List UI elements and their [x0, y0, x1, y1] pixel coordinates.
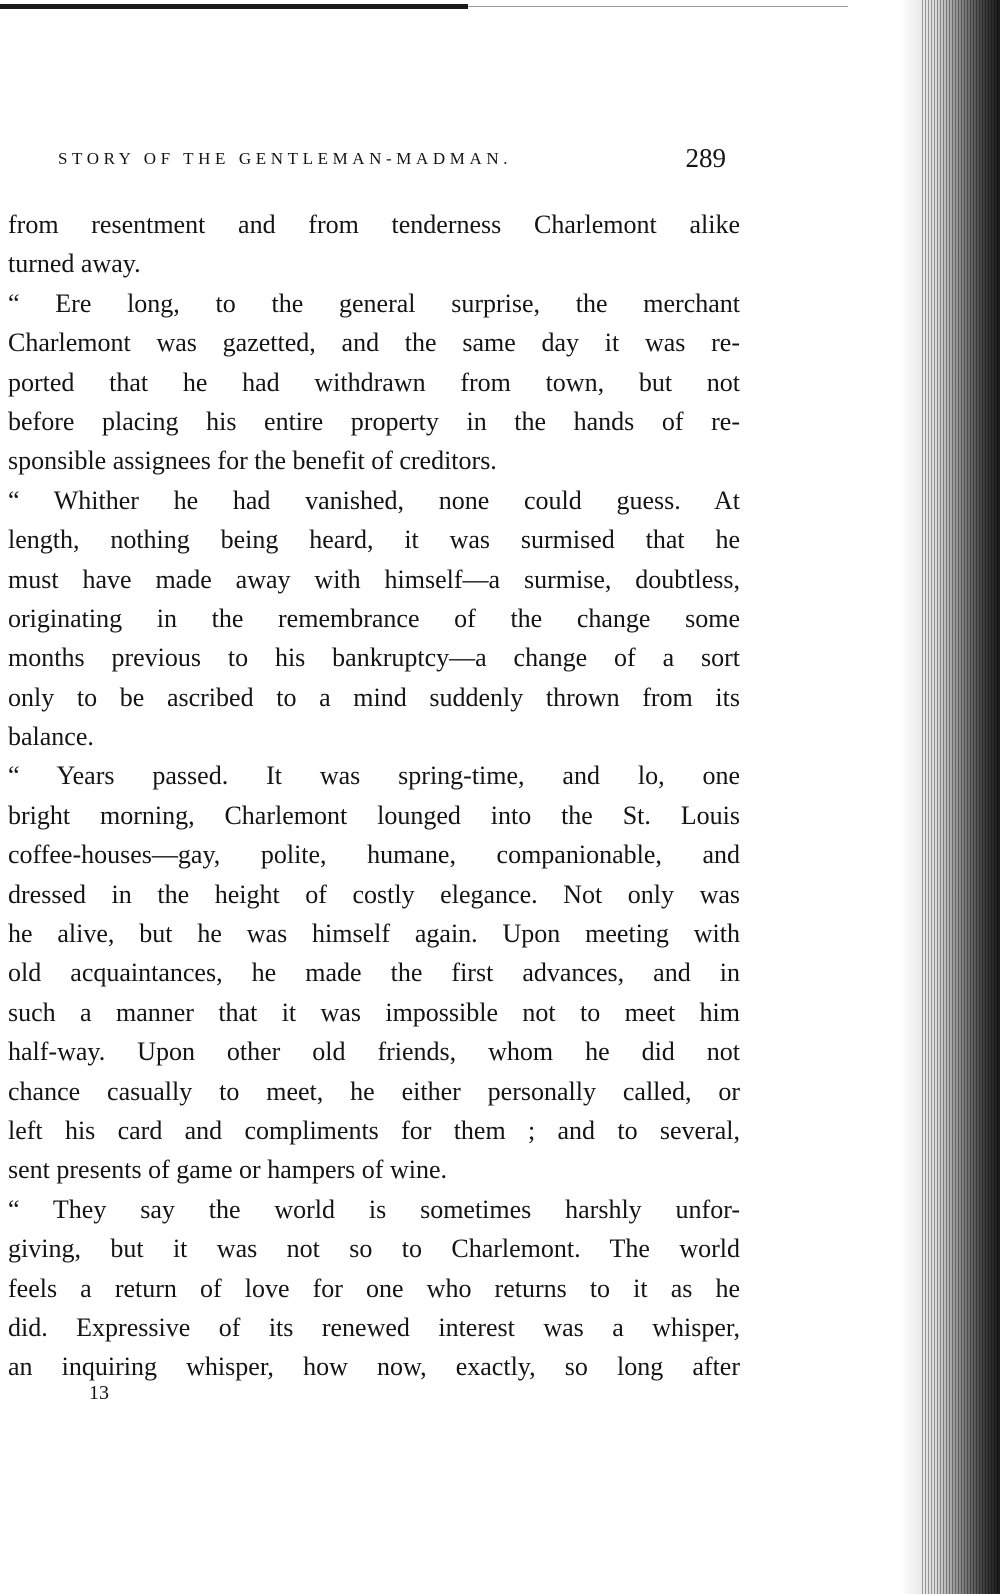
text-line: chance casually to meet, he either personally called, or — [8, 1076, 740, 1106]
text-line: “ Ere long, to the general surprise, the merchant — [8, 288, 740, 318]
body-text — [8, 205, 740, 1387]
text-line: turned away. — [8, 249, 141, 279]
text-line: dressed in the height of costly elegance. Not only was — [8, 879, 740, 909]
text-line: only to be ascribed to a mind suddenly thrown from its — [8, 682, 740, 712]
page-edge-shading — [880, 0, 1000, 1594]
text-line: he alive, but he was himself again. Upon meeting with — [8, 919, 740, 949]
signature-mark: 13 — [89, 1382, 109, 1404]
text-line: ported that he had withdrawn from town, but not — [8, 367, 740, 397]
text-line: such a manner that it was impossible not to meet him — [8, 997, 740, 1027]
text-line: length, nothing being heard, it was surmised that he — [8, 525, 740, 555]
page-number: 289 — [685, 143, 726, 173]
text-line: bright morning, Charlemont lounged into the St. Louis — [8, 800, 740, 830]
text-line: originating in the remembrance of the change some — [8, 603, 740, 633]
text-line: “ Whither he had vanished, none could guess. At — [8, 485, 740, 515]
running-title: STORY OF THE GENTLEMAN-MADMAN. — [58, 149, 513, 168]
text-line: old acquaintances, he made the first advances, and in — [8, 958, 740, 988]
text-line: months previous to his bankruptcy—a change of a sort — [8, 643, 740, 673]
text-line: feels a return of love for one who returns to it as he — [8, 1273, 740, 1303]
text-line: did. Expressive of its renewed interest was a whisper, — [8, 1312, 740, 1342]
text-line: from resentment and from tenderness Charlemont alike — [8, 210, 740, 239]
top-border-thin-rule — [468, 6, 848, 7]
text-line: half-way. Upon other old friends, whom he did not — [8, 1037, 740, 1067]
text-line: “ They say the world is sometimes harshly unfor- — [8, 1194, 740, 1224]
text-line: must have made away with himself—a surmise, doubtless, — [8, 564, 740, 594]
text-line: balance. — [8, 722, 94, 752]
text-line: giving, but it was not so to Charlemont. The world — [8, 1234, 740, 1264]
text-line: left his card and compliments for them ; and to several, — [8, 1115, 740, 1145]
text-line: before placing his entire property in the hands of re- — [8, 406, 740, 436]
text-line: sent presents of game or hampers of wine. — [8, 1155, 447, 1185]
running-head — [58, 143, 726, 179]
text-line: Charlemont was gazetted, and the same day it was re- — [8, 328, 740, 358]
text-line: coffee-houses—gay, polite, humane, companionable, and — [8, 840, 740, 870]
top-border-rule — [0, 4, 468, 9]
text-line: an inquiring whisper, how now, exactly, so long after — [8, 1352, 740, 1382]
text-line: “ Years passed. It was spring-time, and lo, one — [8, 761, 740, 791]
text-line: sponsible assignees for the benefit of creditors. — [8, 446, 497, 476]
